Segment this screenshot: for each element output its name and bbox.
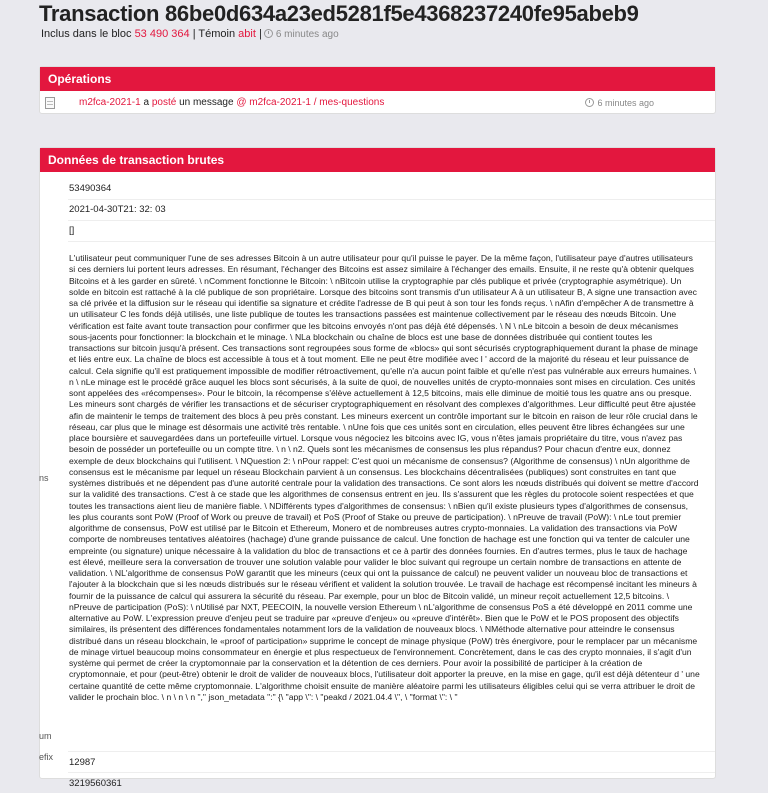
page-title: Transaction 86be0d634a23ed5281f5e4368237240fe95abeb9	[39, 1, 639, 26]
witness-link[interactable]: abit	[238, 28, 256, 40]
raw-row-num	[68, 751, 715, 772]
raw-brackets-value: []	[69, 225, 75, 236]
raw-body-text: L'utilisateur peut communiquer l'une de ses adresses Bitcoin à un autre utilisateur pour qu'il puisse le payer. De la même façon, l'utilisateur paye d'autres utilisateurs si ces derniers lui portent leurs adresses. En résumant, l'échanger des Bitcoins est assez similaire à l'échanger des emails. Ensuite, il ne reste qu'à obtenir quelques Bitcoins et à les garder en sûreté. \ nComment fonctionne le Bitcoin: \ nBitcoin utilise la cryptographie par clés publique et privée (cryptographie asymétrique). Un solde en bitcoin est rattaché à la clé publique de son propriétaire. Lorsque des bitcoins sont transmis d'un utilisateur A à un utilisateur B, A signe une transaction avec sa clé privée et la diffusion sur le réseau qui identifie sa signature et crédite l'adresse de B qui peut à son tour les fonds reçus. \ nAfin d'empêcher A de transmettre à un utilisateur C les fonds déjà utilisés, une liste publique de toutes les transactions passées est maintenue collectivement par le réseau des nœuds Bitcoin. Une vérification est faite avant toute transaction pour confirmer que les bitcoins envoyés n'ont pas déjà été dépensés. \ N \ nLe bitcoin a besoin de deux mécanismes sous-jacents pour fonctionner: la blockchain et le minage. \ NLa blockchain ou chaîne de blocs est une base de données distribuée qui contient toutes les transactions sur bitcoin jusqu'à présent. Ces transactions sont regroupées sous forme de «blocs» qui sont sécurisés cryptographiquement durant la phase de minage et liés entre eux. La chaîne de blocs est accessible à tous et à tout moment. Elle ne peut être modifiée avec l ' accord de la majorité du réseau et leur puissance de calcul. Cela signifie qu'il est pratiquement impossible de modifier rétroactivement, qu'elle n'a aucun point faible et qu'elle n'est pas vulnérable aux erreurs humaines. \ n \ nLe minage est le procédé grâce auquel les blocs sont sécurisés, à la suite de quoi, de nouvelles unités de crypto-monnaies sont mises en circulation. Ces unités sont appelées des «récompenses». Pour le bitcoin, la récompense s'élève actuellement à 12,5 bitcoins, mais elle diminue de moitié tous les quatre ans ou presque. Les mineurs sont chargés de vérifier les transactions et de sécuriser cryptographiquement en résolvant des complexes d'algorithmes. Leur difficulté peut être ajustée afin de maintenir le temps de traitement des blocs à peu près constant. Les mineurs exercent un contrôle important sur le bitcoin en raison de leur rôle crucial dans le réseau, car plus que le minage est désormais une activité très rentable. \ nUne fois que ces unités sont en circulation, elles peuvent être libres échangées sur une place boursière et sauvegardées dans un portefeuille virtuel. Lorsque vous négociez les bitcoins avec IG, vous n'êtes jamais propriétaire du titre, vous n'avez pas besoin de posséder un portefeuille ou un compte titre. \ n \ n2. Quels sont les mécanismes de consensus les plus répandus? Pour chacun d'entre eux, donnez exemple de deux blockchains qui l'utilisent. \ NQuestion 2: \ nPour rappel: C'est quoi un mécanisme de consensus? (Algorithme de consensus) \ nUn algorithme de consensus est le mécanisme par lequel un réseau Blockchain parvient à un consensus. Les blockchains décentralisées (publiques) sont construites en tant que systèmes distribués et ne dépendent pas d'une autorité centrale pour la validation des transactions. Ce sont alors les nœuds distribués qui doivent se mettre d'accord sur la validité des transactions. C'est à ce stade que les algorithmes de consensus entrent en jeu. Ils s'assurent que les règles du protocole soient respectées et que toutes les transactions aient lieu de manière fiable. \ NDifférents types d'algorithmes de consensus: \ nBien qu'il existe plusieurs types d'algorithmes de consensus, les plus courants sont PoW (Proof of Work ou preuve de travail) et PoS (Proof of Stake ou preuve de participation). \ nPreuve de travail (PoW): \ nLe tout premier algorithme de consensus, PoW est utilisé par le Bitcoin et Ethereum, Monero et de nombreuses autres crypto-monnaies. La validation des transactions via PoW comporte de nombreuses tentatives aléatoires (hachage) d'une grande puissance de calcul. Une fonction de hachage est une fonction qui va tenter de calculer une empreinte (ou signature) unique nécessaire à la validation du bloc de transactions et ce à partir des données fournies. En d'autres termes, plus le taux de hachage est élevé, meilleure sera la conversation de trouver une solution valable pour valider le bloc suivant qui regroupe un certain nombre de transactions en attente de validation. \ NL'algorithme de consensus PoW garantit que les mineurs (ceux qui ont la puissance de calcul) ne peuvent valider un nouveau bloc de transactions et l'ajouter à la blockchain que si les nœuds distribués sur le réseau vérifient et valident la solution trouvée. Le travail de hachage est récompensé incitant les mineurs à fournir de la puissance de calcul qui assurera la sécurité du réseau. Par exemple, pour un bloc de Bitcoin validé, un mineur reçoit actuellement 12,5 bitcoins. \ nPreuve de participation (PoS): \ nUtilisé par NXT, PEECOIN, la nouvelle version Ethereum \ nL'algorithme de consensus PoS a été développé en 2011 comme une alternative au PoW. L'expression preuve d'enjeu peut se traduire par «preuve d'enjeu» ou «preuve d'intérêt». Bien que le PoW et le POS proposent des objectifs similaires, ils présentent des différences fondamentales notamment lors de la validation de nouveaux blocs. \ NMéthode alternative pour atteindre le consensus distribué dans un réseau blockchain, le «proof of participation» supprime le concept de minage physique (PoW) très énergivore, pour le remplacer par un mécanisme de minage virtuel beaucoup moins consommateur en énergie et plus respectueux de l'environnement. Concrètement, dans le cas des crypto monnaies, il s'agit d'un système qui permet de créer la cryptomonnaie par la conservation et la détention de ces derniers. Pour avoir la possibilité de participer à la création de cryptomonnaie, et pour (peut-être) obtenir le droit de valider de nouveaux blocs, l'utilisateur doit apporter la preuve, en la mise en gage, qu'il est déjà détenteur d ' une certaine quantité de cette même cryptomonnaie. L'algorithme choisit ensuite de manière aléatoire parmi les utilisateurs éligibles celui qui se verra attribuer le droit de valider le prochain bloc. \ n \ n \ n "," json_metadata ":" {\ "app \": \ "peakd / 2021.04.4 \", \ "format \": \ "	[69, 253, 700, 702]
raw-row-block	[68, 178, 715, 198]
posted-link[interactable]: posté	[151, 97, 177, 108]
raw-row-timestamp	[68, 199, 715, 220]
operations-panel	[39, 66, 716, 114]
time-ago: 6 minutes ago	[275, 29, 339, 40]
clock-icon	[264, 29, 273, 38]
op-word-message: un message	[179, 97, 234, 108]
operation-row	[40, 94, 715, 112]
clock-icon	[585, 98, 594, 107]
raw-data-title: Données de transaction brutes	[40, 148, 715, 172]
raw-data-panel	[39, 147, 716, 789]
raw-block-value: 53490364	[69, 183, 112, 194]
op-word-a: a	[143, 97, 150, 108]
raw-row-brackets	[68, 220, 715, 241]
raw-prefix-value: 3219560361	[69, 778, 122, 789]
block-link[interactable]: 53 490 364	[134, 28, 190, 40]
raw-timestamp-value: 2021-04-30T21: 32: 03	[69, 204, 166, 215]
witness-label: | Témoin	[192, 28, 236, 40]
raw-row-prefix	[68, 772, 715, 793]
post-target-link[interactable]: @ m2fca-2021-1 / mes-questions	[236, 97, 385, 108]
included-label: Inclus dans le bloc	[41, 28, 132, 40]
transaction-meta: Inclus dans le bloc 53 490 364 | Témoin abit | 6 minutes ago	[41, 28, 339, 40]
label-um: um	[39, 731, 52, 741]
operation-time: 6 minutes ago	[597, 98, 654, 108]
raw-num-value: 12987	[69, 757, 96, 768]
label-ns: ns	[39, 473, 49, 483]
author-link[interactable]: m2fca-2021-1	[79, 97, 141, 108]
document-icon	[45, 97, 55, 109]
label-efix: efix	[39, 752, 54, 762]
operations-title: Opérations	[40, 67, 715, 91]
